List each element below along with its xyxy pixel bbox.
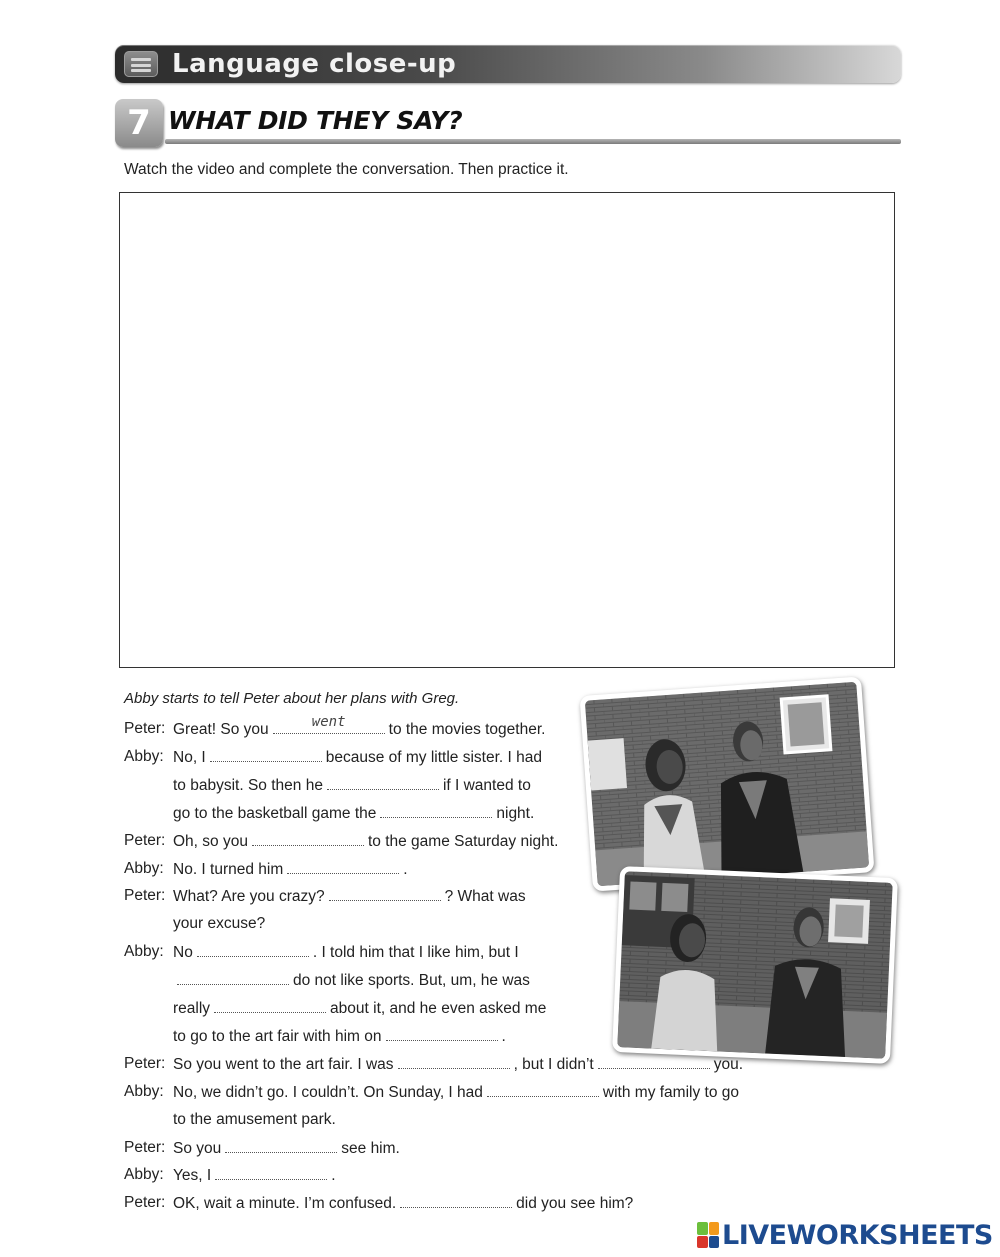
speaker-label: Peter: [124, 720, 166, 737]
line-text-part: to the movies together. [388, 721, 546, 738]
answer-blank[interactable] [225, 1138, 337, 1153]
line-text-part: with my family to go [602, 1083, 740, 1101]
answer-blank[interactable] [386, 1026, 498, 1041]
line-text-part: Great! So you [173, 721, 269, 738]
answer-blank[interactable] [327, 775, 439, 790]
line-text-part: if I wanted to [442, 776, 531, 794]
menu-icon[interactable] [124, 51, 158, 77]
line-text-part: to the game Saturday night. [367, 832, 559, 850]
line-text [173, 1193, 633, 1214]
line-text-part: No, I [173, 748, 206, 766]
line-text [173, 1110, 336, 1130]
line-text [173, 747, 542, 768]
line-text-part: , but I didn’t [513, 1055, 594, 1073]
line-text [173, 998, 546, 1019]
line-text [173, 1082, 739, 1103]
line-text-part: to go to the art fair with him on [173, 1027, 382, 1045]
line-text [173, 714, 546, 740]
line-text-part: What? Are you crazy? [173, 888, 325, 906]
line-text-part: because of my little sister. I had [325, 748, 542, 766]
section-number: 7 [115, 99, 163, 147]
line-text [173, 914, 265, 934]
answer-blank[interactable] [215, 1165, 327, 1180]
line-text-part: . [331, 1167, 336, 1185]
line-text [173, 803, 534, 824]
answer-blank[interactable] [380, 803, 492, 818]
line-text [173, 942, 519, 963]
speaker-label: Peter: [124, 1138, 166, 1156]
answer-blank[interactable] [252, 831, 364, 846]
line-text-part: Oh, so you [173, 832, 248, 850]
line-text-part: to babysit. So then he [173, 776, 323, 794]
line-text [173, 886, 526, 907]
line-text-part: you. [713, 1055, 744, 1073]
line-text-part: So you [173, 1139, 222, 1157]
speaker-label: Abby: [124, 1082, 164, 1100]
answer-blank[interactable] [398, 1054, 510, 1069]
line-text-part: see him. [341, 1139, 400, 1157]
answer-blank[interactable] [598, 1054, 710, 1069]
answer-blank[interactable] [273, 714, 385, 734]
answer-blank[interactable] [177, 970, 289, 985]
line-text-part: . [501, 1027, 506, 1045]
answer-blank[interactable] [400, 1193, 512, 1208]
line-text-part: OK, wait a minute. I’m confused. [173, 1195, 397, 1213]
speaker-label: Peter: [124, 831, 166, 849]
example-answer: went [311, 714, 346, 730]
speaker-label: Abby: [124, 1166, 164, 1184]
line-text-part: night. [496, 804, 535, 822]
instructions: Watch the video and complete the conversation. Then practice it. [124, 161, 569, 178]
line-text [173, 1165, 336, 1186]
photo-scene-2 [612, 866, 898, 1064]
line-text-part: Yes, I [173, 1167, 212, 1185]
line-text [173, 775, 531, 796]
section-title: WHAT DID THEY SAY? [168, 106, 463, 135]
answer-blank[interactable] [487, 1082, 599, 1097]
line-text-part: about it, and he even asked me [330, 1000, 547, 1017]
logo-text: LIVEWORKSHEETS [722, 1219, 993, 1251]
liveworksheets-logo [697, 1220, 993, 1250]
line-text [173, 831, 558, 852]
answer-blank[interactable] [197, 942, 309, 957]
answer-blank[interactable] [210, 747, 322, 762]
photo-scene-1 [580, 676, 875, 891]
speaker-label: Peter: [124, 887, 166, 905]
line-text-part: to the amusement park. [173, 1110, 336, 1128]
section-underline [165, 139, 901, 144]
answer-blank[interactable] [287, 859, 399, 874]
speaker-label: Abby: [124, 943, 164, 961]
line-text-part: really [173, 1000, 211, 1017]
header-title: Language close-up [172, 49, 457, 79]
line-text-part: . [403, 860, 408, 878]
speaker-label: Peter: [124, 1054, 166, 1072]
logo-badge-icon [697, 1222, 719, 1248]
speaker-label: Abby: [124, 859, 164, 877]
speaker-label: Peter: [124, 1194, 166, 1212]
line-text-part: your excuse? [173, 915, 266, 933]
line-text-part: go to the basketball game the [173, 804, 377, 822]
line-text [173, 1026, 506, 1047]
header-bar [115, 45, 901, 83]
line-text-part: No [173, 944, 193, 962]
line-text-part: did you see him? [516, 1195, 634, 1213]
line-text-part: No. I turned him [173, 860, 284, 878]
video-frame[interactable] [119, 192, 895, 668]
answer-blank[interactable] [329, 886, 441, 901]
line-text [173, 1138, 400, 1159]
answer-blank[interactable] [214, 998, 326, 1013]
line-text [173, 859, 408, 880]
line-text-part: ? What was [444, 888, 526, 906]
line-text-part: . I told him that I like him, but I [312, 944, 519, 962]
conversation-intro: Abby starts to tell Peter about her plans with Greg. [124, 690, 460, 707]
line-text [173, 1054, 743, 1075]
line-text [173, 970, 530, 991]
line-text-part: No, we didn’t go. I couldn’t. On Sunday, I had [173, 1083, 483, 1101]
speaker-label: Abby: [124, 747, 164, 765]
line-text-part: So you went to the art fair. I was [173, 1055, 394, 1073]
line-text-part: do not like sports. But, um, he was [293, 972, 530, 990]
